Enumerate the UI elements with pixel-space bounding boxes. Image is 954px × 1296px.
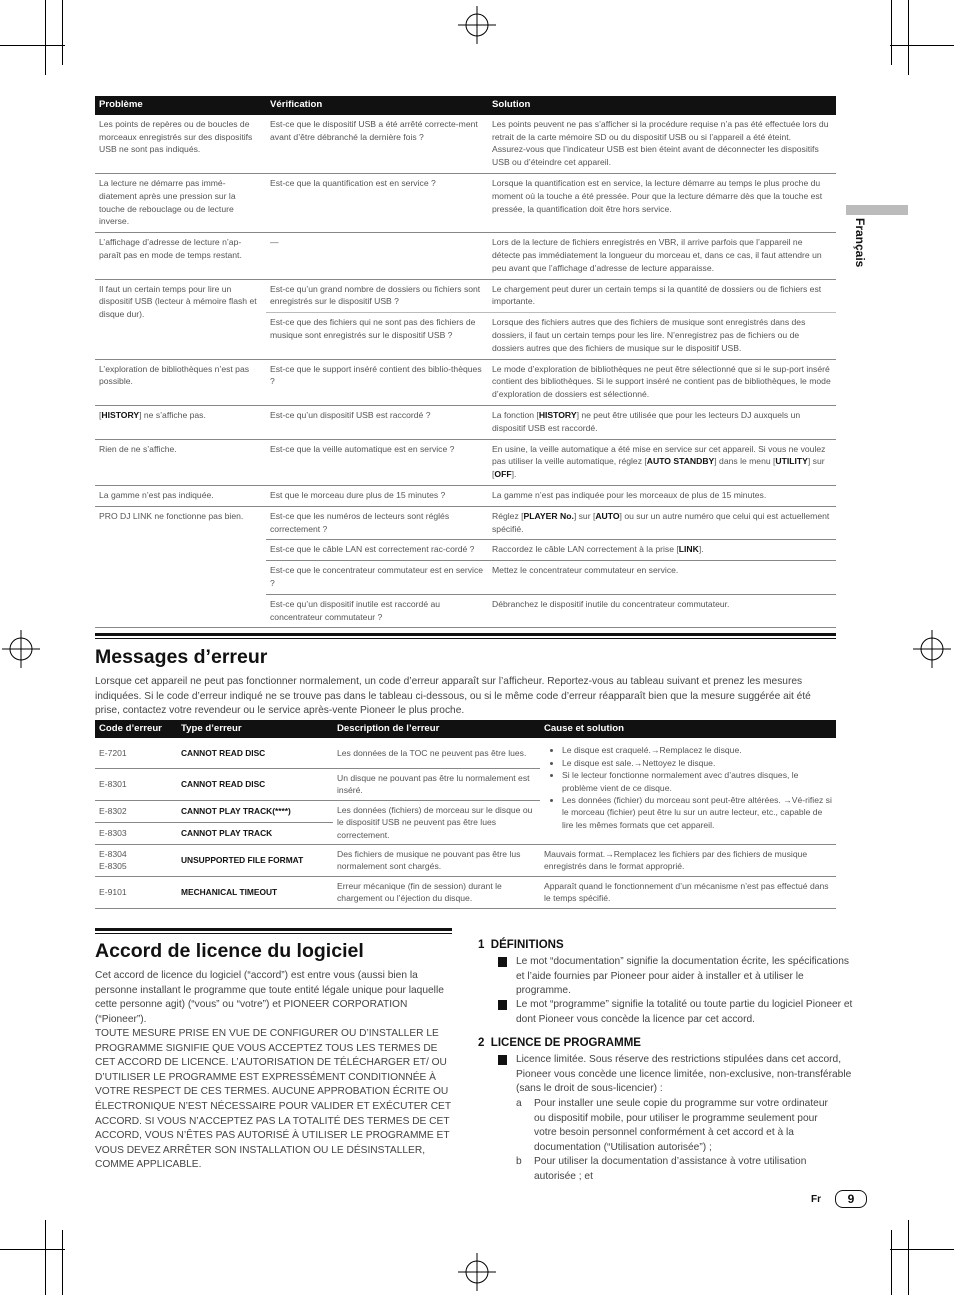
error-description: Les données (fichiers) de morceau sur le disque ou le dispositif USB ne peuvent pas être lues correctement. [333,800,540,844]
solution-cell [488,405,836,439]
list-item [491,955,856,999]
item-letter: a [516,1098,522,1109]
solution-cell: Lorsque des fichiers autres que des fichiers de musique sont enregistrés dans des dossiers, il faut un certain temps pour les lire. N’enregistrez pas de fichiers ou de dossiers autres que des fichiers de musique sur le dispositif USB. [488,313,836,359]
crop-mark [890,1249,954,1250]
list-item [516,1097,838,1155]
crop-mark [890,45,954,46]
solution-cell [488,506,836,540]
text: ] ne peut être utilisée que pour les lecteurs DJ auxquels un dispositif USB est raccordé. [492,409,801,433]
crop-mark [0,45,65,46]
key-label: HISTORY [101,409,140,420]
table-row [95,485,836,506]
page-number: 9 [835,1190,867,1208]
error-description: Un disque ne pouvant pas être lu normalement est inséré. [333,768,540,800]
item-text: Le mot “programme” signifie la totalité ou toute partie du logiciel Pioneer et dont Pioneer vous concède la licence par cet accord. [516,999,853,1025]
footer-language: Fr [811,1194,821,1205]
list-item [491,1053,856,1097]
errors-intro: Lorsque cet appareil ne peut pas fonctionner normalement, un code d’erreur apparaît sur l’afficheur. Reportez-vous au tableau suivant et prenez les mesures indiquées. Si le code d’erreur indiqué ne se trouve pas dans le tableau ci-dessous, ou si le même code d’erreur réapparaît bien que la mesure suggérée ait été prise, contactez votre revendeur ou le service après-vente Pioneer le plus proche. [95,676,811,717]
solution-cell [488,540,836,561]
text: [ [99,409,102,420]
error-code: E-8301 [95,768,177,800]
table-row [95,279,836,313]
text: En usine, la veille automatique a été mise en service sur cet appareil. Si vous ne voulez pas utiliser la veille automatique, réglez [ [492,443,826,467]
text: ]. [511,469,517,480]
table-row [95,439,836,485]
text: La fonction [ [492,409,539,420]
registration-mark-icon [2,630,40,668]
table-row [95,115,836,174]
section-rule [95,928,452,931]
error-type: CANNOT PLAY TRACK [177,822,333,844]
key-label: UTILITY [775,456,808,467]
column-header: Type d’erreur [177,720,333,738]
section-rule [95,633,836,636]
crop-mark [62,1230,63,1295]
list-item: • Si le lecteur fonctionne normalement avec d’autres disques, le problème vient de ce disque. [562,769,832,794]
crop-mark [891,0,892,65]
list-item: • Les données (fichier) du morceau sont peut-être altérées. →Vé-rifiez si le morceau (fichier) peut être lu sur un autre lecteur, etc., capable de lire les mêmes formats que cet appareil. [562,794,832,831]
key-label: AUTO STANDBY [646,456,715,467]
section-rule [95,638,836,639]
key-label: OFF [494,469,512,480]
key-label: HISTORY [538,409,577,420]
check-cell: Est-ce qu’un dispositif inutile est raccordé au concentrateur commutateur ? [266,594,488,628]
table-row [95,359,836,405]
item-text: Licence limitée. Sous réserve des restrictions stipulées dans cet accord, Pioneer vous concède une licence limitée, non-exclusive, non-transférable (sans le droit de sous-licencier) : [516,1054,852,1095]
solution-cell: Le chargement peut durer un certain temps si la quantité de dossiers ou de fichiers est importante. [488,279,836,313]
item-number: 1 [498,1055,507,1065]
list-item: • Le disque est sale.→Nettoyez le disque. [562,757,832,769]
error-codes-table [95,720,836,909]
key-label: PLAYER No. [523,510,574,521]
crop-mark [908,0,909,75]
section-number: 1 [478,939,485,951]
solution-cell [488,439,836,485]
column-header: Cause et solution [540,720,836,738]
item-text: Le mot “documentation” signifie la documentation écrite, les spécifications et l’aide fournies par Pioneer pour aider à installer et à utiliser le programme. [516,956,849,997]
table-row [95,506,836,540]
page-title: Accord de licence du logiciel [95,940,364,962]
table-row [95,405,836,439]
check-cell: — [266,233,488,279]
solution-cell: Le mode d’exploration de bibliothèques ne peut être sélectionné que si le sup-port inséré contient des bibliothèques. Si le support inséré ne contient pas de bibliothèques, le mode d’exploration de dossiers est sélectionné. [488,359,836,405]
solution-cell: Débranchez le dispositif inutile du concentrateur commutateur. [488,594,836,628]
check-cell: Est-ce que le câble LAN est correctement rac-cordé ? [266,540,488,561]
registration-mark-icon [458,1253,496,1291]
code-text: E-8304 [99,848,127,859]
key-label: LINK [678,544,699,555]
page-title: Messages d’erreur [95,646,268,668]
error-type: CANNOT READ DISC [177,768,333,800]
section-title: LICENCE DE PROGRAMME [490,1037,641,1049]
error-description: Les données de la TOC ne peuvent pas être lues. [333,738,540,768]
column-header: Problème [95,96,266,115]
crop-mark [45,0,46,75]
solution-cell: La gamme n’est pas indiquée pour les morceaux de plus de 15 minutes. [488,485,836,506]
error-cause [540,738,836,844]
text: ] ne s’affiche pas. [139,409,206,420]
text: ] sur [ [492,456,825,480]
error-code: E-7201 [95,738,177,768]
crop-mark [908,1220,909,1295]
text: ] sur [ [573,510,596,521]
solution-text: Assurez-vous que l’indicateur USB est bien éteint avant de déconnecter les dispositifs USB ou d’éteindre cet appareil. [492,144,819,168]
column-header: Code d’erreur [95,720,177,738]
text: Raccordez le câble LAN correctement à la prise [ [492,544,679,555]
section-title-license [95,940,364,963]
crop-mark [0,1249,65,1250]
language-tab [846,205,908,215]
error-cause: Apparaît quand le fonctionnement d’un mécanisme n’est pas effectué dans le temps spécifié. [540,876,836,908]
license-terms: TOUTE MESURE PRISE EN VUE DE CONFIGURER OU D’INSTALLER LE PROGRAMME SIGNIFIE QUE VOUS ACCEPTEZ TOUS LES TERMES DE CET ACCORD DE LICENCE. L’AUTORISATION DE TÉLÉCHARGER ET/ OU D’UTILISER LE PROGRAMME EST EXPRESSÉMENT CONDITIONNÉE À VOTRE RESPECT DE CES TERMES. AUCUNE APPROBATION ÉCRITE OU ÉLECTRONIQUE N’EST NÉCESSAIRE POUR VALIDER ET EXÉCUTER CET ACCORD. SI VOUS N’ACCEPTEZ PAS LA TOTALITÉ DES TERMES DE CET ACCORD, VOUS N’ÊTES PAS AUTORISÉ À UTILISER LE PROGRAMME ET VOUS DEVEZ ARRÊTER SON INSTALLATION OU LE DÉSINSTALLER, COMME APPLICABLE. [95,1028,451,1171]
crop-mark [891,1230,892,1295]
code-text: E-8305 [99,861,127,872]
list-item: • Le disque est craquelé.→Remplacez le disque. [562,744,832,756]
language-label: Français [853,218,867,268]
error-type: CANNOT PLAY TRACK(****) [177,800,333,822]
problem-cell [95,405,266,439]
error-description: Des fichiers de musique ne pouvant pas être lus normalement sont chargés. [333,844,540,876]
item-number: 1 [498,957,507,967]
check-cell: Est-ce qu’un dispositif USB est raccordé ? [266,405,488,439]
error-type: CANNOT READ DISC [177,738,333,768]
column-header: Description de l’erreur [333,720,540,738]
problem-cell: Il faut un certain temps pour lire un dispositif USB (lecteur à mémoire flash et disque dur). [95,279,266,359]
column-header: Solution [488,96,836,115]
registration-mark-icon [913,630,951,668]
problem-cell: Les points de repères ou de boucles de morceaux enregistrés sur des dispositifs USB ne sont pas indiqués. [95,115,266,174]
solution-cell: Lorsque la quantification est en service, la lecture démarre au temps le plus proche du moment où la touche a été pressée. Pour que la lecture démarre dès que la touche est pressée, la quantification doit être hors service. [488,173,836,232]
table-row [95,738,836,768]
error-type: UNSUPPORTED FILE FORMAT [177,844,333,876]
crop-mark [45,1220,46,1295]
text: Réglez [ [492,510,524,521]
check-cell: Est-ce que le concentrateur commutateur est en service ? [266,561,488,595]
problem-cell: L’exploration de bibliothèques n’est pas possible. [95,359,266,405]
error-code: E-9101 [95,876,177,908]
section-title-errors [95,646,267,669]
key-label: AUTO [595,510,620,521]
table-header-row [95,720,836,738]
check-cell: Est-ce que la veille automatique est en service ? [266,439,488,485]
section-title: DÉFINITIONS [490,939,564,951]
item-text: Pour installer une seule copie du programme sur votre ordinateur ou dispositif mobile, pour utiliser le programme seulement pour votre besoin personnel conformément à cet accord et à la documentation (“Utilisation autorisée”) ; [534,1098,828,1153]
error-code: E-8303 [95,822,177,844]
text: ] ou sur un autre numéro que celui qui est actuellement spécifié. [492,510,830,534]
item-letter: b [516,1156,522,1167]
error-type: MECHANICAL TIMEOUT [177,876,333,908]
section-heading [478,1037,641,1049]
registration-mark-icon [458,6,496,44]
check-cell: Est-ce qu’un grand nombre de dossiers ou fichiers sont enregistrés sur le dispositif USB ? [266,279,488,313]
table-row [95,173,836,232]
check-cell: Est-ce que des fichiers qui ne sont pas des fichiers de musique sont enregistrés sur le dispositif USB ? [266,313,488,359]
problem-cell: La lecture ne démarre pas immé-diatement après une pression sur la touche de rebouclage ou de lecture inverse. [95,173,266,232]
column-header: Vérification [266,96,488,115]
solution-cell [488,115,836,174]
check-cell: Est-ce que le dispositif USB a été arrêté correcte-ment avant d’être débranché la dernière fois ? [266,115,488,174]
problem-cell: L’affichage d’adresse de lecture n’ap-paraît pas en mode de temps restant. [95,233,266,279]
error-cause: Mauvais format.→Remplacez les fichiers par des fichiers de musique enregistrés dans le format approprié. [540,844,836,876]
table-row [95,844,836,876]
check-cell: Est que le morceau dure plus de 15 minutes ? [266,485,488,506]
table-header-row [95,96,836,115]
crop-mark [62,0,63,65]
solution-cell: Lors de la lecture de fichiers enregistrés en VBR, il arrive parfois que l’appareil ne détecte pas immédiatement la longueur du morceau et, dans ce cas, il faut attendre un peu avant que l’affichage d’adresse de lecture apparaisse. [488,233,836,279]
list-item [516,1155,838,1184]
cause-list [544,744,832,831]
item-text: Pour utiliser la documentation d’assistance à votre utilisation autorisée ; et [534,1156,807,1182]
solution-cell: Mettez le concentrateur commutateur en service. [488,561,836,595]
error-code: E-8302 [95,800,177,822]
section-number: 2 [478,1037,485,1049]
troubleshooting-table [95,96,836,628]
check-cell: Est-ce que les numéros de lecteurs sont réglés correctement ? [266,506,488,540]
solution-text: Les points peuvent ne pas s’afficher si la procédure requise n’a pas été effectuée lors du retrait de la carte mémoire SD ou du dispositif USB ou si l’appareil a été éteint. [492,118,829,142]
table-row [95,876,836,908]
list-item [491,998,856,1027]
item-number: 2 [498,1000,507,1010]
text: ] dans le menu [ [714,456,776,467]
table-row [95,233,836,279]
problem-cell: La gamme n’est pas indiquée. [95,485,266,506]
check-cell: Est-ce que la quantification est en service ? [266,173,488,232]
section-heading [478,939,564,951]
error-description: Erreur mécanique (fin de session) durant le chargement ou l’éjection du disque. [333,876,540,908]
error-code [95,844,177,876]
license-intro: Cet accord de licence du logiciel (“accord”) est entre vous (aussi bien la personne installant le programme que toute entité légale unique pour laquelle cette personne agit) (“vous” ou “votre”) et PIONEER CORPORATION (“Pioneer”). [95,970,444,1025]
problem-cell: PRO DJ LINK ne fonctionne pas bien. [95,506,266,628]
text: ]. [698,544,704,555]
section-rule [95,933,452,934]
problem-cell: Rien de ne s’affiche. [95,439,266,485]
check-cell: Est-ce que le support inséré contient des biblio-thèques ? [266,359,488,405]
